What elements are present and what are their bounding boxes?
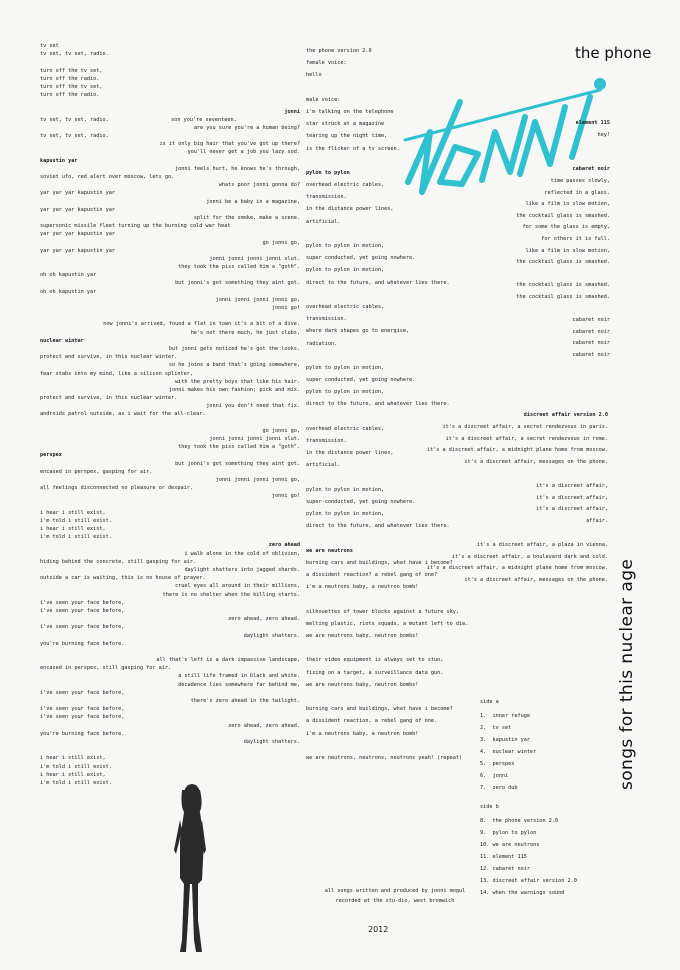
lyric-line: i've seen your face before, bbox=[40, 599, 125, 606]
lyric-line: the phone version 2.0 bbox=[306, 48, 372, 54]
lyric-line: i've seen your face before, bbox=[40, 607, 125, 614]
lyric-line: jonni bbox=[284, 108, 300, 115]
lyric-line: tv set, tv set, radio. son you're seventeen, bbox=[40, 116, 237, 123]
lyric-line: whats poor jonni gonna do? bbox=[218, 182, 300, 189]
lyric-line: super-conducted, yet going nowhere. bbox=[306, 498, 416, 505]
track-item: 1. inner refuge bbox=[480, 713, 530, 720]
lyric-line: pylon to pylon in motion, bbox=[306, 511, 385, 518]
lyric-line: hey! bbox=[597, 131, 610, 138]
lyric-line: silhouettes of tower blocks against a future sky, bbox=[306, 608, 460, 615]
year: 2012 bbox=[368, 925, 389, 934]
lyric-line: androids patrol outside, as i wait for the all-clear. bbox=[40, 411, 206, 418]
lyric-line: it's a discreet affair, a midnight plane home from moscow. bbox=[426, 447, 608, 454]
lyric-line: burning cars and buildings, what have i become? bbox=[306, 706, 453, 713]
lyric-line: direct to the future, and whatever lies there. bbox=[306, 401, 450, 408]
lyric-line: transmission. bbox=[306, 316, 347, 323]
track-item: 3. kapustin yar bbox=[480, 737, 530, 744]
lyric-line: a dissident reaction? a rebel gang of one? bbox=[306, 572, 438, 579]
lyric-line: for some the glass is empty, bbox=[522, 224, 610, 231]
lyric-line: we are neutrons bbox=[306, 547, 353, 554]
lyric-line: so he joins a band that's going somewhere, bbox=[168, 362, 300, 369]
lyric-line: it's a discreet affair, a plaza in vienna. bbox=[476, 541, 608, 548]
lyric-line: overhead electric cables, bbox=[306, 303, 385, 310]
lyric-line: tv set bbox=[40, 43, 59, 49]
lyric-line: element 115 bbox=[575, 120, 610, 126]
lyric-line: discreet affair version 2.0 bbox=[523, 412, 608, 418]
track-item: 5. perspex bbox=[480, 761, 515, 768]
lyric-line: i've seen your face before, bbox=[40, 706, 125, 713]
lyric-line: zero ahead, zero ahead. bbox=[228, 616, 300, 623]
lyric-line: jonni be a baby in a magazine, bbox=[206, 198, 300, 205]
lyric-line: i've seen your face before, bbox=[40, 689, 125, 696]
lyric-line: direct to the future, and whatever lies there. bbox=[306, 279, 450, 286]
lyric-line: tearing up the night time, bbox=[306, 133, 388, 140]
lyric-line: it's a discreet affair, bbox=[536, 506, 608, 513]
lyric-line: the cocktail glass is smashed. bbox=[516, 259, 610, 266]
lyric-line: a dissident reaction, a rebel gang of one. bbox=[306, 718, 438, 725]
lyric-line: turn off the radio. bbox=[40, 75, 100, 82]
lyric-line: overhead electric cables, bbox=[306, 182, 385, 189]
lyric-line: go jonni go, bbox=[262, 239, 300, 246]
lyric-line: direct to the future, and whatever lies there. bbox=[306, 523, 450, 530]
lyric-line: zero ahead, zero ahead. bbox=[228, 722, 300, 729]
lyric-line: the cocktail glass is smashed. bbox=[516, 212, 610, 219]
lyric-line: they took the piss called him a "goth". bbox=[178, 444, 300, 451]
lyric-line: super conducted, yet going nowhere. bbox=[306, 377, 416, 384]
lyric-line: you're burning face before. bbox=[40, 730, 125, 737]
lyric-line: super conducted, yet going nowhere. bbox=[306, 255, 416, 262]
lyric-line: turn off the tv set, bbox=[40, 67, 103, 74]
lyric-line: hello bbox=[306, 72, 322, 79]
lyric-line: yar yar yar kapustin yar bbox=[40, 206, 115, 213]
lyric-line: jonni you don't need that fix. bbox=[206, 403, 300, 410]
lyric-line: you're burning face before. bbox=[40, 640, 125, 647]
lyric-line: i'm told i still exist. bbox=[40, 534, 112, 541]
lyric-line: jonni jonni jonni jonni go, bbox=[215, 296, 300, 303]
lyric-line: turn off the radio. bbox=[40, 92, 100, 99]
woman-silhouette-photo bbox=[160, 780, 220, 955]
lyric-line: daylight shatters. bbox=[243, 738, 300, 745]
lyric-line: daylight shatters into jagged shards. bbox=[184, 567, 300, 573]
lyric-line: jonni go! bbox=[271, 305, 300, 311]
lyric-line: it's a discreet affair, bbox=[536, 494, 608, 501]
side-a-label: side a bbox=[480, 699, 499, 705]
lyric-line: decadence lies somewhere far behind me, bbox=[178, 681, 300, 688]
lyric-line: jonni jonni jonni jonni slut. bbox=[209, 255, 300, 262]
lyric-line: affair. bbox=[586, 518, 608, 525]
lyric-line: it's a discreet affair, messages on the phone. bbox=[464, 459, 608, 466]
lyric-line: radiation. bbox=[306, 340, 338, 347]
credits bbox=[300, 888, 490, 908]
lyric-line: reflected in a glass. bbox=[544, 189, 610, 196]
lyric-line: time passes slowly, bbox=[550, 177, 610, 184]
lyric-line: like a film in slow motion, bbox=[525, 201, 610, 208]
lyric-line: cabaret noir bbox=[572, 317, 610, 324]
lyric-line bbox=[40, 58, 300, 66]
lyric-line bbox=[300, 528, 608, 540]
side-b-label: side b bbox=[480, 803, 499, 810]
lyric-line bbox=[40, 419, 300, 427]
lyric-line bbox=[430, 153, 610, 165]
lyric-line bbox=[40, 746, 300, 754]
lyric-line: where dark shapes go to energise, bbox=[306, 328, 410, 335]
lyric-line bbox=[306, 82, 606, 94]
lyric-line: i'm told i still exist. bbox=[40, 763, 112, 770]
album-title: songs for this nuclear age bbox=[617, 558, 637, 790]
lyric-line: jonni jonni jonni jonni go, bbox=[215, 476, 300, 483]
lyric-line: burning cars and buildings, what have i become? bbox=[306, 559, 453, 566]
lyric-line: all that's left is a dark impassive landscape, bbox=[156, 657, 300, 664]
left-lyrics-column bbox=[40, 42, 300, 787]
lyric-line: cruel eyes all around in their millions, bbox=[175, 583, 300, 590]
lyric-line: jonni makes his own fashion; pick and mix. bbox=[168, 386, 300, 393]
lyric-line: cabaret noir bbox=[572, 351, 610, 358]
track-item: 7. zero dub bbox=[480, 785, 518, 792]
lyric-line bbox=[40, 99, 300, 107]
lyric-line bbox=[430, 304, 610, 316]
lyric-line: there is no shelter when the killing starts. bbox=[162, 591, 300, 598]
lyric-line: you'll never get a job you lazy sod. bbox=[187, 149, 300, 156]
lyric-line: outside a car is waiting, this is no house of prayer. bbox=[40, 575, 206, 582]
lyric-line: is it only big hair that you've got up there? bbox=[159, 141, 300, 148]
lyric-line: i've seen your face before, bbox=[40, 714, 125, 721]
lyric-line: hiding behind the concrete, still gasping for air. bbox=[40, 558, 197, 565]
lyric-line: protect and survive, in this nuclear winter. bbox=[40, 395, 178, 402]
lyric-line: i'm told i still exist. bbox=[40, 517, 112, 524]
lyric-line: we are neutrons baby, neutron bombs! bbox=[306, 681, 419, 688]
lyric-line: but jonni's got something they aint got. bbox=[175, 460, 300, 467]
lyric-line: we are neutrons, neutrons, neutrons yeah! (repeat) bbox=[306, 754, 463, 761]
lyric-line: overhead electric cables, bbox=[306, 425, 385, 432]
lyric-line: kapustin yar bbox=[40, 157, 78, 164]
lyric-line: it's a discreet affair, a boulevard dark and cold. bbox=[451, 553, 608, 560]
lyric-line: artificial. bbox=[306, 218, 341, 225]
discreet-affair-lyrics bbox=[300, 410, 608, 587]
lyric-line: now jonni's arrived, found a flat in town it's a bit of a dive. bbox=[103, 321, 300, 328]
lyric-line: in the distance power lines, bbox=[306, 206, 394, 213]
lyric-line: i hear i still exist, bbox=[40, 509, 106, 516]
lyric-line: pylon to pylon bbox=[306, 169, 350, 176]
lyric-line: like a film in slow motion, bbox=[525, 247, 610, 254]
track-item: 11. element 115 bbox=[480, 854, 527, 861]
lyric-line: it's a discreet affair, a secret rendezvous in paris. bbox=[442, 423, 608, 430]
lyric-line: their video equipment is always set to stun, bbox=[306, 657, 444, 664]
lyric-line: i'm talking on the telephone bbox=[306, 108, 394, 115]
lyric-line: yar yar yar kapustin yar bbox=[40, 231, 115, 238]
lyric-line: all feelings disconnected no pleasure or despair. bbox=[40, 485, 194, 492]
lyric-line: female voice: bbox=[306, 60, 347, 67]
lyric-line: tv set, tv set, radio. bbox=[40, 51, 109, 58]
lyric-line: nuclear winter bbox=[40, 337, 84, 344]
song-title-the-phone: the phone bbox=[575, 44, 652, 62]
lyric-line: but jonni gets noticed he's got the looks. bbox=[168, 345, 300, 352]
side-a-list bbox=[480, 710, 630, 794]
lyric-line: split for the smoke, make a scene. bbox=[193, 214, 300, 221]
lyric-line: we are neutrons baby, neutron bombs! bbox=[306, 633, 419, 639]
lyric-line: the cocktail glass is smashed. bbox=[516, 282, 610, 289]
lyric-line bbox=[300, 469, 608, 481]
track-item: 2. tv set bbox=[480, 725, 512, 732]
track-item: 13. discreet affair version 2.0 bbox=[480, 878, 577, 885]
lyric-line: melting plastic, riots squads, a mutant left to die. bbox=[306, 620, 469, 627]
lyric-line: transmission. bbox=[306, 194, 347, 201]
lyric-line: fixing on a target, a surveillance data gun. bbox=[306, 669, 444, 676]
lyric-line: with the pretty boys that like his hair. bbox=[175, 378, 300, 385]
lyric-line: soviet ufo, red alert over moscow, lets go. bbox=[40, 174, 175, 180]
lyric-line: i hear i still exist, bbox=[40, 755, 106, 762]
lyric-line: it's a discreet affair, a secret rendezvous in rome. bbox=[445, 435, 608, 442]
lyric-line: go jonni go, bbox=[262, 427, 300, 434]
lyric-line: pylon to pylon in motion, bbox=[306, 389, 385, 396]
lyric-line: tv set, tv set, radio. bbox=[40, 133, 109, 140]
lyric-line: for others it is full. bbox=[541, 235, 610, 242]
track-item: 9. pylon to pylon bbox=[480, 830, 537, 837]
lyric-line: yar yar yar kapustin yar bbox=[40, 247, 115, 254]
lyric-line: pylon to pylon in motion, bbox=[306, 267, 385, 274]
track-item: 12. cabaret noir bbox=[480, 866, 530, 873]
lyric-line: pylon to pylon in motion, bbox=[306, 486, 385, 493]
lyric-line: oh oh kapustin yar bbox=[40, 272, 97, 279]
lyric-line: the cocktail glass is smashed. bbox=[516, 293, 610, 300]
lyric-line: supersonic missile fleet turning up the burning cold war heat bbox=[40, 223, 231, 230]
lyric-line: male voice: bbox=[306, 96, 341, 103]
lyric-line: it's a discreet affair, bbox=[536, 482, 608, 489]
lyric-line: transmission. bbox=[306, 438, 347, 444]
lyric-line: is the flicker of a tv screen. bbox=[306, 145, 400, 152]
track-item: 8. the phone version 2.0 bbox=[480, 818, 559, 825]
lyric-line: jonni jonni jonni jonni slut. bbox=[209, 436, 300, 442]
tracklist bbox=[480, 700, 630, 899]
lyric-line: cabaret noir bbox=[572, 328, 610, 335]
track-item: 10. we are neutrons bbox=[480, 842, 540, 849]
lyric-line bbox=[430, 269, 610, 281]
credits-line-1: all songs written and produced by jonni mogul bbox=[324, 888, 466, 894]
lyric-line: i hear i still exist, bbox=[40, 771, 106, 778]
lyric-line: artificial. bbox=[306, 462, 341, 469]
side-b-list bbox=[480, 815, 630, 899]
lyric-line: are you sure you're a human being? bbox=[193, 124, 300, 131]
lyric-line: encased in perspex, gasping for air. bbox=[40, 468, 153, 475]
lyric-line: i'm a neutrons baby, a neutron bomb! bbox=[306, 730, 419, 737]
lyric-line bbox=[40, 648, 300, 656]
credits-line-2: recorded at the stu-dio, west bromwich bbox=[335, 898, 455, 904]
lyric-line: there's zero ahead in the twilight. bbox=[190, 698, 300, 704]
lyric-line: turn off the tv set, bbox=[40, 83, 103, 90]
lyric-line: it's a discreet affair, a midnight plane home from moscow. bbox=[426, 565, 608, 572]
lyric-line: it's a discreet affair, messages on the phone. bbox=[464, 577, 608, 584]
lyric-line: cabaret noir bbox=[572, 340, 610, 347]
lyric-line: but jonni's got something they aint got. bbox=[175, 280, 300, 287]
lyric-line: he's not there much, he just clubs, bbox=[190, 329, 300, 336]
track-item: 4. nuclear winter bbox=[480, 749, 537, 756]
lyric-line: i'm told i still exist. bbox=[40, 779, 112, 786]
track-item: 6. jonni bbox=[480, 773, 509, 780]
lyric-line: i've seen your face before, bbox=[40, 624, 125, 631]
lyric-line: oh oh kapustin yar bbox=[40, 288, 97, 295]
lyric-line: jonni go! bbox=[271, 493, 300, 500]
lyric-line: pylon to pylon in motion, bbox=[306, 364, 385, 371]
lyric-line: protect and survive, in this nuclear winter. bbox=[40, 354, 178, 361]
lyric-line: yar yar yar kapustin yar bbox=[40, 190, 115, 197]
lyric-line bbox=[40, 501, 300, 509]
lyric-line: perspex bbox=[40, 452, 62, 459]
lyric-line: star struck at a magazine bbox=[306, 121, 385, 128]
lyric-line: a still life framed in black and white. bbox=[178, 673, 300, 680]
lyric-line: i'm a neutrons baby, a neutron bomb! bbox=[306, 584, 419, 591]
lyric-line: cabaret noir bbox=[572, 166, 610, 173]
right-lyrics-column bbox=[430, 118, 610, 361]
lyric-line bbox=[40, 312, 300, 320]
lyric-line bbox=[306, 642, 606, 654]
lyric-line: daylight shatters. bbox=[243, 632, 300, 639]
lyric-line: pylon to pylon in motion, bbox=[306, 243, 385, 249]
lyric-line: encased in perspex, still gasping for air. bbox=[40, 665, 172, 672]
lyric-line: i walk alone in the cold of oblivion, bbox=[184, 550, 300, 557]
lyric-line: jonni feels hurt, he knows he's through, bbox=[175, 165, 300, 172]
lyric-line: fear stabs into my mind, like a silicon splinter, bbox=[40, 370, 194, 377]
lyric-line bbox=[430, 141, 610, 153]
lyric-line: i hear i still exist, bbox=[40, 526, 106, 533]
lyric-line bbox=[306, 593, 606, 605]
lyric-line: they took the piss called him a "goth". bbox=[178, 264, 300, 271]
lyric-line: in the distance power lines, bbox=[306, 450, 394, 457]
lyric-line: zero ahead bbox=[268, 542, 300, 549]
track-item: 14. when the warnings sound bbox=[480, 890, 565, 897]
